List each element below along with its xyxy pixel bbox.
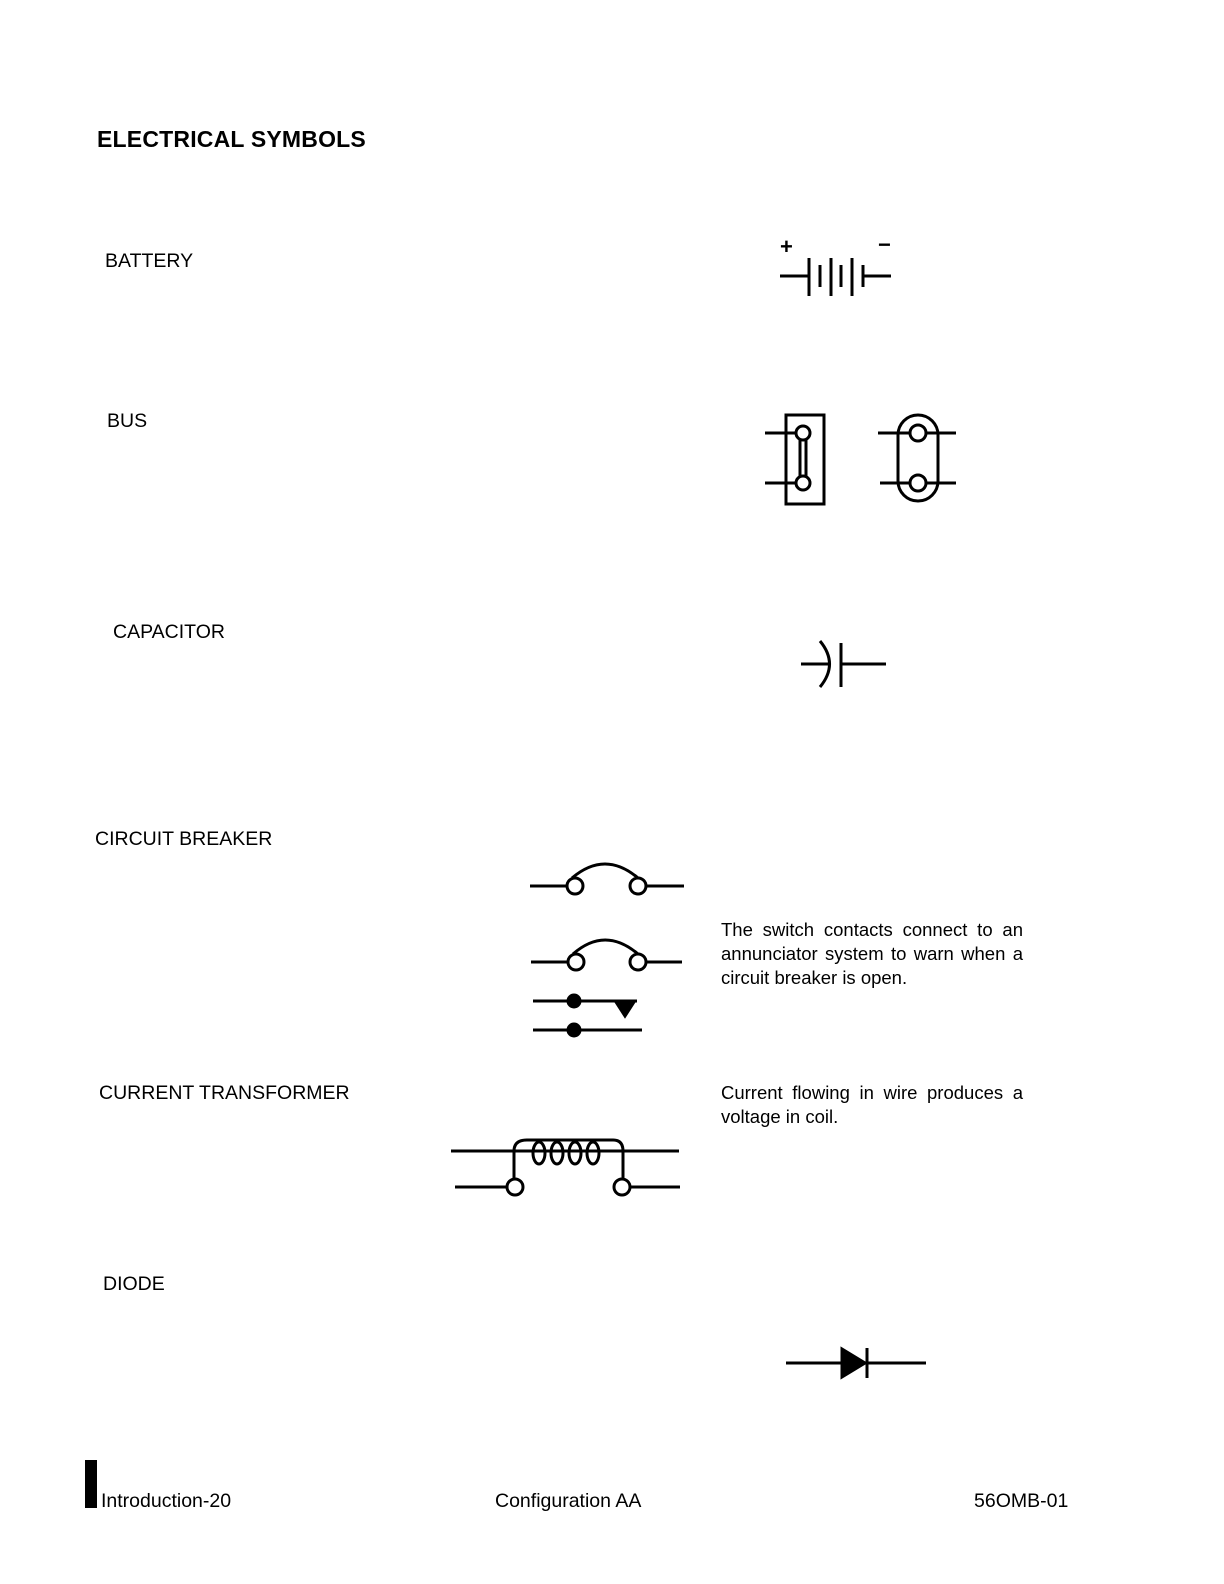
current-transformer-symbol-icon [447, 1130, 687, 1200]
circuit-breaker-symbol-icon [525, 850, 695, 1040]
bus-label: BUS [107, 410, 148, 432]
circuit-breaker-label: CIRCUIT BREAKER [95, 828, 273, 850]
current-transformer-label: CURRENT TRANSFORMER [99, 1082, 350, 1104]
capacitor-label: CAPACITOR [113, 621, 225, 643]
capacitor-symbol-icon [795, 635, 895, 695]
battery-minus-sign: − [878, 232, 891, 257]
change-bar [85, 1460, 97, 1508]
bus-symbol-icon [760, 410, 960, 510]
footer-configuration: Configuration AA [495, 1490, 642, 1512]
footer-document-id: 56OMB-01 [974, 1490, 1069, 1512]
battery-plus-sign: + [780, 234, 793, 259]
current-transformer-note: Current flowing in wire produces a voltage in coil. [721, 1082, 1023, 1127]
circuit-breaker-note: The switch contacts connect to an annunciator system to warn when a circuit breaker is open. [721, 919, 1023, 988]
footer-page-number: Introduction-20 [101, 1490, 232, 1512]
diode-label: DIODE [103, 1273, 165, 1295]
page-title: ELECTRICAL SYMBOLS [97, 126, 366, 152]
battery-label: BATTERY [105, 250, 194, 272]
diode-symbol-icon [782, 1338, 932, 1388]
